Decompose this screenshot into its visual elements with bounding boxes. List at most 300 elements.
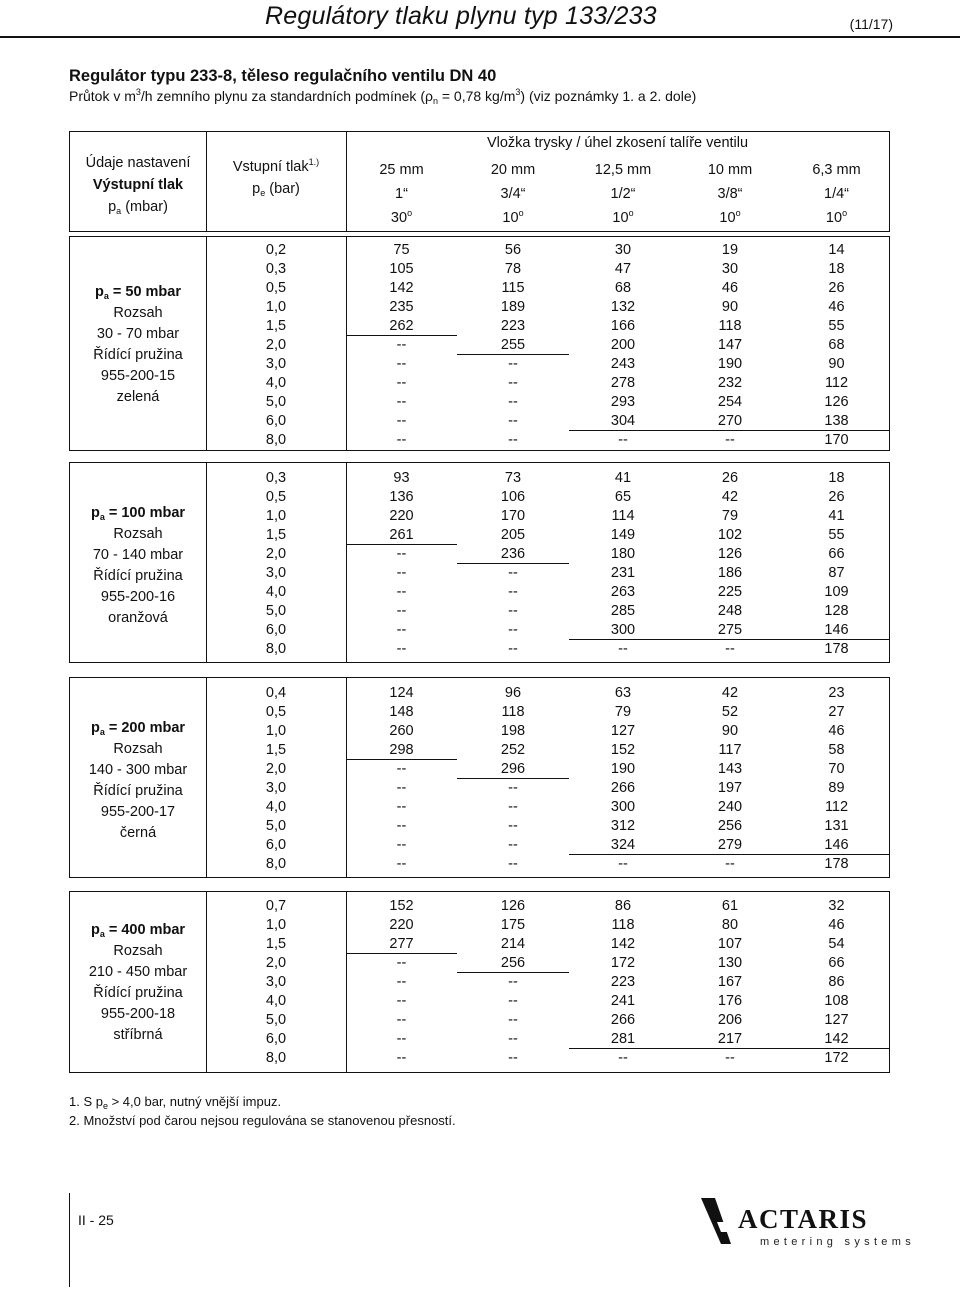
flow-value: --: [725, 641, 735, 657]
flow-value: 220: [389, 508, 414, 524]
flow-value: 26: [828, 280, 845, 296]
flow-value: 78: [504, 261, 522, 277]
inlet-pressure-value: 5,0: [265, 1012, 287, 1028]
footnote-1: 1. S $p_e > 4,0$ bar, nutný vnější impuz.: [69, 1094, 282, 1111]
flow-value: --: [508, 799, 518, 815]
flow-value: --: [725, 1050, 735, 1066]
flow-value: --: [508, 413, 518, 429]
flow-value: 126: [500, 898, 526, 914]
table-header: [69, 131, 890, 232]
flow-value: 126: [824, 394, 849, 410]
group-line4: Řídící pružina: [93, 347, 183, 363]
flow-value: --: [396, 955, 407, 971]
flow-value: 80: [721, 917, 739, 933]
flow-value: --: [396, 856, 407, 872]
group-line6: černá: [119, 825, 157, 841]
nozzle-header: Vložka trysky / úhel zkosení talíře ventilu: [486, 135, 749, 151]
flow-value: 86: [614, 898, 632, 914]
flow-value: --: [396, 432, 407, 448]
flow-value: --: [508, 375, 518, 391]
inlet-pressure-value: 1,0: [265, 917, 287, 933]
flow-value: --: [508, 641, 518, 657]
group-line2: Rozsah: [113, 305, 163, 321]
flow-value: 200: [610, 337, 636, 353]
page-header: [0, 0, 960, 38]
flow-value: 136: [389, 489, 414, 505]
group-line6: oranžová: [108, 610, 168, 626]
flow-value: 252: [500, 742, 526, 758]
page-ref: II - 25: [78, 1212, 114, 1228]
group-line4: Řídící pružina: [93, 985, 183, 1001]
flow-value: --: [396, 641, 407, 657]
flow-value: 180: [610, 546, 636, 562]
flow-value: 66: [828, 955, 845, 971]
flow-value: --: [618, 856, 628, 872]
flow-value: 61: [721, 898, 739, 914]
flow-value: 42: [721, 489, 739, 505]
inlet-pressure-value: 6,0: [265, 1031, 287, 1047]
outlet-pressure-label: $p_a = 200$ mbar: [90, 720, 186, 737]
inlet-pressure-value: 1,0: [265, 508, 287, 524]
flow-value: --: [618, 1050, 628, 1066]
page-ref-rule: [69, 1193, 70, 1287]
flow-column: [346, 684, 457, 874]
flow-value: 68: [614, 280, 632, 296]
inlet-pressure-column: [206, 241, 346, 450]
flow-value: 324: [569, 836, 677, 855]
flow-column: [677, 684, 783, 874]
flow-value: --: [508, 1031, 518, 1047]
inlet-pressure-value: 0,5: [265, 489, 287, 505]
outlet-pressure-label: $p_a = 50$ mbar: [94, 284, 181, 301]
setting-column-header: Údaje nastavení Výstupní tlak $p_a$ (mbar): [85, 155, 191, 216]
flow-value: 142: [783, 1030, 890, 1049]
pressure-group: [69, 891, 890, 1073]
flow-value: 225: [717, 584, 743, 600]
flow-value: 96: [504, 685, 522, 701]
group-line3: 70 - 140 mbar: [92, 547, 184, 563]
flow-value: 105: [389, 261, 414, 277]
flow-value: 112: [824, 799, 849, 815]
flow-value: 18: [828, 470, 845, 486]
flow-column: [457, 241, 569, 450]
group-description: [70, 282, 206, 408]
flow-value: 41: [828, 508, 845, 524]
flow-value: --: [508, 1050, 518, 1066]
flow-value: --: [396, 584, 407, 600]
flow-value: 170: [824, 432, 849, 448]
flow-value: 277: [346, 935, 457, 954]
flow-value: 152: [610, 742, 636, 758]
flow-value: 55: [828, 527, 845, 543]
flow-value: --: [396, 780, 407, 796]
flow-value: --: [396, 837, 407, 853]
flow-value: --: [396, 565, 407, 581]
flow-value: 205: [500, 527, 526, 543]
footnotes: [69, 1092, 456, 1130]
flow-value: 266: [610, 780, 636, 796]
pressure-group: [69, 462, 890, 663]
flow-value: --: [508, 780, 518, 796]
group-line5: 955-200-15: [100, 368, 176, 384]
flow-value: 223: [610, 974, 636, 990]
flow-value: 176: [717, 993, 743, 1009]
flow-value: 46: [721, 280, 739, 296]
flow-value: 128: [824, 603, 849, 619]
flow-value: 46: [828, 917, 845, 933]
group-line4: Řídící pružina: [93, 568, 183, 584]
flow-value: 93: [393, 470, 410, 486]
flow-value: 90: [721, 723, 739, 739]
flow-value: 19: [721, 242, 739, 258]
flow-value: --: [396, 761, 407, 777]
flow-value: 70: [828, 761, 845, 777]
flow-value: 279: [677, 836, 783, 855]
pressure-group: [69, 677, 890, 878]
flow-value: 217: [677, 1030, 783, 1049]
flow-value: 54: [828, 936, 845, 952]
flow-value: 87: [828, 565, 845, 581]
flow-value: 42: [721, 685, 739, 701]
document-title: Regulátory tlaku plynu typ 133/233: [265, 2, 657, 30]
flow-value: 256: [717, 818, 743, 834]
inlet-pressure-value: 0,7: [265, 898, 287, 914]
flow-value: 300: [569, 621, 677, 640]
flow-value: 190: [717, 356, 743, 372]
flow-value: 260: [389, 723, 414, 739]
flow-value: 256: [457, 954, 569, 973]
flow-column: [677, 897, 783, 1068]
flow-value: 32: [828, 898, 845, 914]
flow-value: 102: [717, 527, 743, 543]
flow-value: --: [508, 837, 518, 853]
group-line6: zelená: [116, 389, 160, 405]
flow-value: 126: [717, 546, 743, 562]
flow-value: 30: [614, 242, 632, 258]
flow-value: --: [396, 337, 407, 353]
flow-value: 232: [717, 375, 743, 391]
inlet-pressure-value: 1,5: [265, 936, 287, 952]
flow-value: --: [508, 356, 518, 372]
flow-value: 270: [677, 412, 783, 431]
flow-value: --: [508, 818, 518, 834]
inlet-pressure-value: 4,0: [265, 993, 287, 1009]
flow-value: 52: [721, 704, 739, 720]
inlet-pressure-value: 8,0: [265, 856, 287, 872]
inlet-pressure-value: 0,4: [265, 685, 287, 701]
footnote-2: 2. Množství pod čarou nejsou regulována se stanovenou přesností.: [69, 1113, 456, 1128]
outlet-pressure-label: $p_a = 100$ mbar: [90, 505, 186, 522]
flow-column: [569, 469, 677, 659]
group-line5: 955-200-17: [100, 804, 176, 820]
flow-value: 124: [389, 685, 414, 701]
flow-value: 114: [611, 508, 635, 524]
group-line5: 955-200-16: [100, 589, 176, 605]
inlet-pressure-value: 0,3: [265, 261, 287, 277]
flow-value: 41: [614, 470, 632, 486]
flow-value: 56: [504, 242, 522, 258]
group-description: [70, 503, 206, 629]
flow-value: 170: [500, 508, 526, 524]
inlet-pressure-value: 0,5: [265, 704, 287, 720]
group-line3: 210 - 450 mbar: [88, 964, 188, 980]
flow-value: 175: [500, 917, 526, 933]
flow-value: 90: [721, 299, 739, 315]
flow-value: 46: [828, 299, 845, 315]
flow-value: 298: [346, 741, 457, 760]
flow-value: 65: [614, 489, 632, 505]
flow-value: 26: [721, 470, 739, 486]
flow-value: 261: [346, 526, 457, 545]
flow-value: 131: [824, 818, 849, 834]
flow-value: 127: [824, 1012, 849, 1028]
inlet-pressure-value: 0,2: [265, 242, 287, 258]
inlet-pressure-value: 5,0: [265, 394, 287, 410]
flow-column: [783, 897, 890, 1068]
disc-angles: 30$^o$ 10$^o$ 10$^o$ 10$^o$ 10$^o$: [390, 208, 848, 226]
flow-value: 300: [610, 799, 636, 815]
flow-value: 189: [500, 299, 526, 315]
nozzle-sizes-mm: 25 mm 20 mm 12,5 mm 10 mm 6,3 mm: [379, 162, 861, 178]
group-line2: Rozsah: [113, 943, 163, 959]
flow-value: 248: [717, 603, 743, 619]
flow-value: 231: [610, 565, 636, 581]
flow-column: [457, 684, 569, 874]
inlet-pressure-value: 0,5: [265, 280, 287, 296]
flow-value: 312: [610, 818, 636, 834]
inlet-pressure-column: [206, 469, 346, 659]
flow-value: --: [508, 394, 518, 410]
outlet-pressure-label: $p_a = 400$ mbar: [90, 922, 186, 939]
flow-value: 23: [828, 685, 845, 701]
group-line3: 30 - 70 mbar: [96, 326, 180, 342]
inlet-pressure-header: Vstupní tlak$^{1.)}$ $p_e$ (bar): [232, 157, 320, 198]
flow-value: 46: [828, 723, 845, 739]
section-subtitle: Průtok v $m^3/h$ zemního plynu za standardních podmínek ($\rho_n = 0,78$ $kg/m^3$) (viz poznámky 1. a 2. dole): [69, 87, 697, 106]
inlet-pressure-value: 5,0: [265, 818, 287, 834]
flow-value: 186: [717, 565, 743, 581]
flow-value: 130: [717, 955, 743, 971]
flow-value: 223: [500, 318, 526, 334]
flow-value: 236: [457, 545, 569, 564]
flow-value: --: [508, 565, 518, 581]
flow-value: 132: [610, 299, 636, 315]
flow-value: 112: [824, 375, 849, 391]
flow-value: 73: [504, 470, 522, 486]
flow-value: 197: [717, 780, 743, 796]
flow-column: [783, 241, 890, 450]
inlet-pressure-column: [206, 897, 346, 1068]
flow-value: 167: [717, 974, 743, 990]
flow-value: 281: [569, 1030, 677, 1049]
flow-value: --: [396, 375, 407, 391]
flow-value: 118: [611, 917, 635, 933]
flow-value: --: [396, 818, 407, 834]
flow-column: [569, 241, 677, 450]
flow-value: --: [618, 641, 628, 657]
flow-value: 143: [717, 761, 743, 777]
pressure-group: [69, 236, 890, 451]
flow-column: [783, 469, 890, 659]
flow-value: --: [396, 603, 407, 619]
inlet-pressure-value: 4,0: [265, 375, 287, 391]
inlet-pressure-value: 0,3: [265, 470, 287, 486]
flow-value: 235: [389, 299, 414, 315]
flow-value: --: [396, 394, 407, 410]
flow-value: --: [508, 993, 518, 1009]
flow-column: [457, 897, 569, 1068]
inlet-pressure-value: 6,0: [265, 622, 287, 638]
flow-value: --: [508, 974, 518, 990]
flow-value: 106: [500, 489, 526, 505]
inlet-pressure-value: 5,0: [265, 603, 287, 619]
group-line2: Rozsah: [113, 526, 163, 542]
flow-value: --: [396, 993, 407, 1009]
inlet-pressure-value: 2,0: [265, 761, 287, 777]
flow-value: 18: [828, 261, 845, 277]
flow-value: 148: [389, 704, 414, 720]
flow-value: 240: [717, 799, 743, 815]
flow-value: 14: [828, 242, 845, 258]
flow-value: 146: [783, 836, 890, 855]
flow-value: 115: [501, 280, 525, 296]
flow-value: 66: [828, 546, 845, 562]
flow-value: --: [508, 603, 518, 619]
flow-column: [346, 897, 457, 1068]
inlet-pressure-value: 1,5: [265, 527, 287, 543]
flow-value: 172: [824, 1050, 849, 1066]
flow-value: 117: [718, 742, 742, 758]
flow-value: 58: [828, 742, 845, 758]
flow-value: 90: [828, 356, 845, 372]
flow-value: 278: [610, 375, 636, 391]
flow-column: [677, 241, 783, 450]
flow-value: 118: [718, 318, 742, 334]
flow-column: [569, 684, 677, 874]
flow-value: 266: [610, 1012, 636, 1028]
inlet-pressure-value: 6,0: [265, 837, 287, 853]
flow-value: --: [725, 856, 735, 872]
flow-value: --: [508, 432, 518, 448]
flow-value: 214: [500, 936, 526, 952]
flow-value: 118: [501, 704, 525, 720]
flow-value: --: [508, 584, 518, 600]
flow-value: 255: [457, 336, 569, 355]
inlet-pressure-value: 3,0: [265, 356, 287, 372]
inlet-pressure-value: 3,0: [265, 974, 287, 990]
flow-value: 293: [610, 394, 636, 410]
flow-value: 285: [610, 603, 636, 619]
inlet-pressure-value: 1,0: [265, 723, 287, 739]
flow-value: 178: [824, 856, 849, 872]
flow-value: --: [396, 356, 407, 372]
flow-value: --: [396, 546, 407, 562]
flow-value: 109: [824, 584, 849, 600]
flow-value: 108: [824, 993, 849, 1009]
flow-value: --: [508, 856, 518, 872]
flow-value: 296: [457, 760, 569, 779]
inlet-pressure-value: 4,0: [265, 799, 287, 815]
flow-value: 107: [717, 936, 743, 952]
group-line4: Řídící pružina: [93, 783, 183, 799]
flow-value: 198: [500, 723, 526, 739]
flow-value: 172: [610, 955, 636, 971]
flow-value: 262: [346, 317, 457, 336]
flow-value: 138: [783, 412, 890, 431]
flow-column: [346, 469, 457, 659]
flow-value: 166: [610, 318, 636, 334]
flow-value: --: [396, 413, 407, 429]
inlet-pressure-value: 2,0: [265, 337, 287, 353]
flow-value: 127: [610, 723, 636, 739]
flow-value: 275: [677, 621, 783, 640]
flow-value: 147: [717, 337, 743, 353]
flow-value: 75: [393, 242, 410, 258]
flow-column: [783, 684, 890, 874]
flow-value: 241: [610, 993, 636, 1009]
flow-value: 304: [569, 412, 677, 431]
flow-value: 63: [614, 685, 632, 701]
flow-value: --: [396, 799, 407, 815]
inlet-pressure-value: 1,5: [265, 318, 287, 334]
flow-value: --: [396, 974, 407, 990]
flow-value: 47: [614, 261, 632, 277]
inlet-pressure-value: 3,0: [265, 565, 287, 581]
inlet-pressure-value: 4,0: [265, 584, 287, 600]
flow-value: 206: [717, 1012, 743, 1028]
flow-value: 26: [828, 489, 845, 505]
group-line2: Rozsah: [113, 741, 163, 757]
inlet-pressure-value: 2,0: [265, 955, 287, 971]
flow-value: 220: [389, 917, 414, 933]
inlet-pressure-value: 2,0: [265, 546, 287, 562]
flow-value: 152: [389, 898, 414, 914]
page-counter: (11/17): [849, 16, 893, 32]
flow-value: 243: [610, 356, 636, 372]
logo-text: ACTARIS: [738, 1204, 869, 1234]
inlet-pressure-value: 8,0: [265, 432, 287, 448]
flow-value: --: [396, 1031, 407, 1047]
inlet-pressure-value: 6,0: [265, 413, 287, 429]
flow-column: [677, 469, 783, 659]
flow-value: 142: [610, 936, 636, 952]
nozzle-sizes-inch: 1“ 3/4“ 1/2“ 3/8“ 1/4“: [395, 186, 849, 202]
flow-column: [457, 469, 569, 659]
group-line5: 955-200-18: [100, 1006, 176, 1022]
flow-value: 254: [717, 394, 743, 410]
flow-value: 190: [610, 761, 636, 777]
flow-value: 55: [828, 318, 845, 334]
inlet-pressure-value: 3,0: [265, 780, 287, 796]
flow-column: [569, 897, 677, 1068]
flow-value: --: [725, 432, 735, 448]
flow-value: --: [618, 432, 628, 448]
section-title: Regulátor typu 233-8, těleso regulačního ventilu DN 40: [69, 67, 497, 85]
flow-value: 142: [389, 280, 414, 296]
flow-value: --: [508, 1012, 518, 1028]
group-description: [70, 920, 206, 1046]
flow-value: 79: [614, 704, 632, 720]
flow-value: 30: [721, 261, 739, 277]
group-line6: stříbrná: [113, 1027, 163, 1043]
inlet-pressure-value: 1,0: [265, 299, 287, 315]
flow-value: 79: [721, 508, 739, 524]
inlet-pressure-value: 8,0: [265, 641, 287, 657]
flow-value: 86: [828, 974, 845, 990]
flow-value: --: [396, 1012, 407, 1028]
flow-value: 68: [828, 337, 845, 353]
flow-value: 178: [824, 641, 849, 657]
